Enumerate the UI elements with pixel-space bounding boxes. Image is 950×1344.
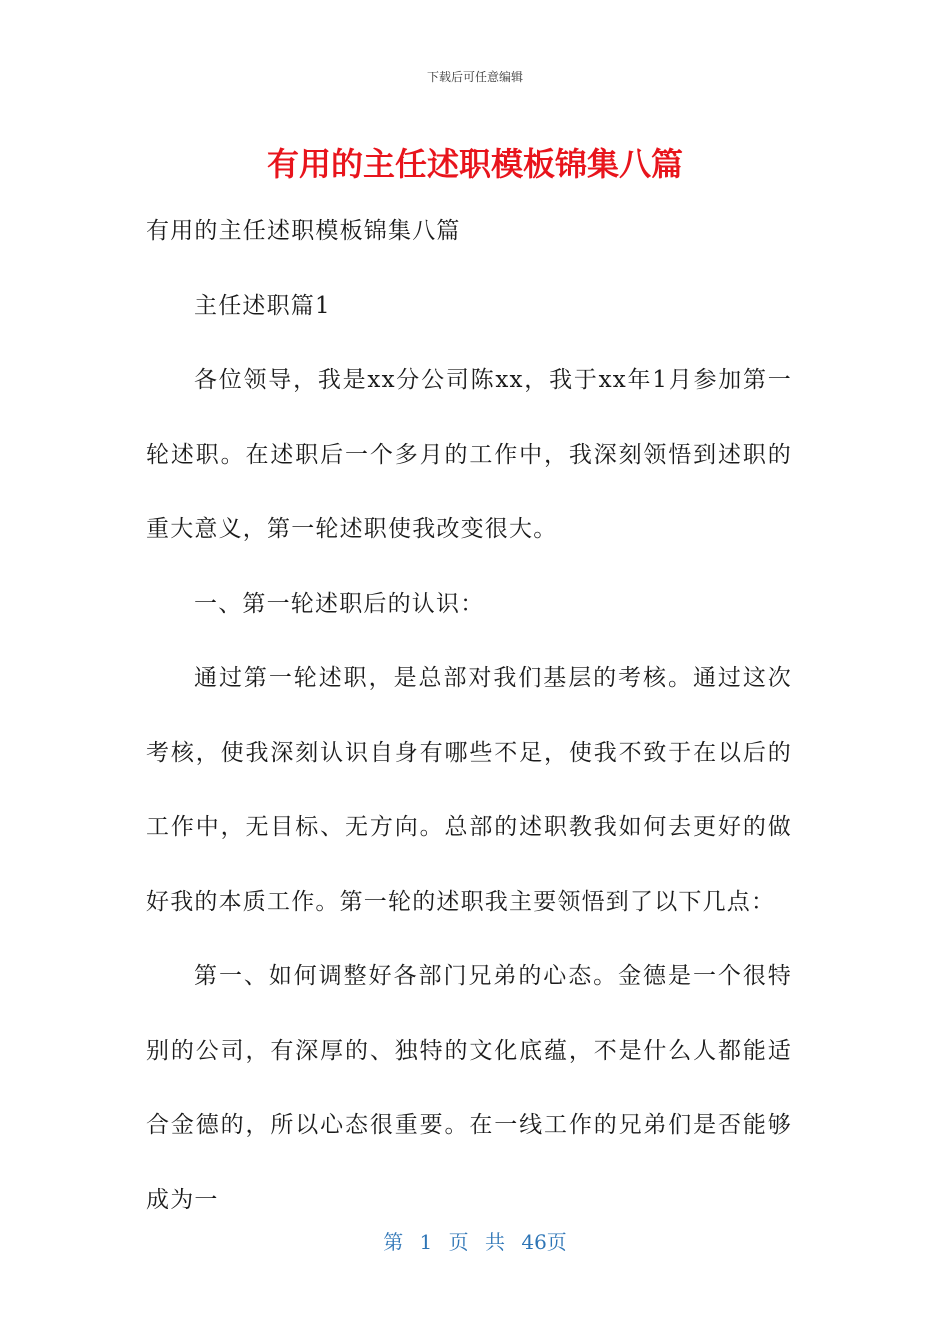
paragraph-doc-heading: 有用的主任述职模板锦集八篇 bbox=[146, 218, 461, 244]
page-number-footer: 第 1 页 共 46页 bbox=[383, 1230, 567, 1254]
paragraph-intro: 各位领导，我是xx分公司陈xx，我于xx年1月参加第一轮述职。在述职后一个多月的工作中，我深刻领悟到述职的重大意义，第一轮述职使我改变很大。 bbox=[146, 367, 792, 542]
document-title: 有用的主任述职模板锦集八篇 bbox=[266, 145, 683, 183]
paragraph-body-1: 通过第一轮述职，是总部对我们基层的考核。通过这次考核，使我深刻认识自身有哪些不足，使我不致于在以后的工作中，无目标、无方向。总部的述职教我如何去更好的做好我的本质工作。第一轮的述职我主要领悟到了以下几点： bbox=[146, 665, 792, 915]
paragraph-body-2: 第一、如何调整好各部门兄弟的心态。金德是一个很特别的公司，有深厚的、独特的文化底蕴，不是什么人都能适合金德的，所以心态很重要。在一线工作的兄弟们是否能够成为一 bbox=[146, 963, 792, 1213]
document-body bbox=[146, 194, 792, 1237]
paragraph-section-title: 主任述职篇1 bbox=[194, 292, 331, 319]
paragraph-heading-1: 一、第一轮述职后的认识： bbox=[194, 590, 485, 617]
header-note: 下载后可任意编辑 bbox=[426, 70, 523, 84]
